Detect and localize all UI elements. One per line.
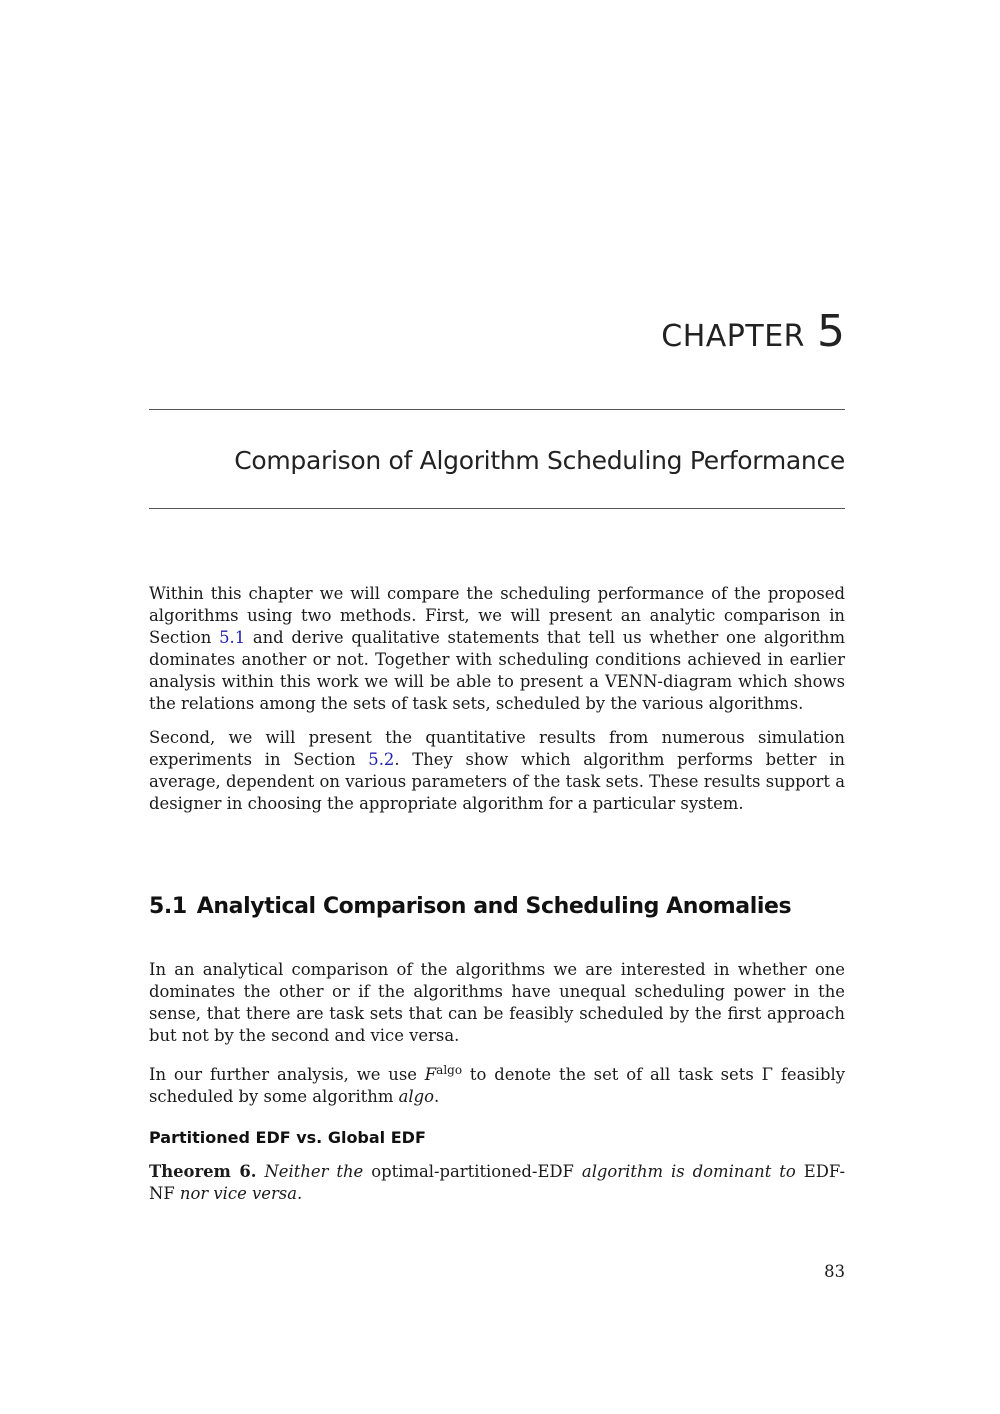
chapter-heading — [661, 306, 845, 357]
intro-paragraph-1 — [149, 583, 845, 715]
math-algo-italic: algo — [398, 1087, 434, 1106]
section-paragraph-1: In an analytical comparison of the algorithms we are interested in whether one dominates the other or if the algorithms have unequal scheduling power in the sense, that there are task sets that can be feasibly scheduled by the first approach but not by the second and vice versa. — [149, 960, 845, 1045]
chapter-rule-top — [149, 409, 845, 410]
chapter-intro — [149, 583, 845, 815]
section-p2-text-c: . — [433, 1087, 440, 1106]
intro-p1-text-b: and derive qualitative statements that tell us whether one algorithm dominates another or not. Together with scheduling conditions achieved in earlier analysis within this work we will be able to present a VENN-diagram which shows the relations among the sets of task sets, scheduled by the various algorithms. — [149, 628, 846, 713]
math-symbol-f: F — [424, 1065, 437, 1084]
theorem-text-5: nor vice versa. — [174, 1184, 303, 1203]
section-heading — [149, 894, 791, 919]
chapter-title: Comparison of Algorithm Scheduling Performance — [234, 446, 845, 475]
intro-p2-text-b: . They show which algorithm performs better in average, dependent on various parameters of the task sets. These results support a designer in choosing the appropriate algorithm for a particular system. — [149, 750, 845, 813]
section-title: Analytical Comparison and Scheduling Anomalies — [196, 894, 792, 919]
section-ref-5-2-link[interactable]: 5.2 — [368, 750, 395, 769]
chapter-number: 5 — [817, 306, 845, 357]
theorem-label: Theorem 6. — [149, 1162, 257, 1181]
intro-p1-text-a: Within this chapter we will compare the scheduling performance of the proposed algorithms using two methods. First, we will present an analytic comparison in Section — [149, 584, 845, 647]
math-superscript-algo: algo — [436, 1063, 463, 1077]
section-number: 5.1 — [149, 894, 187, 919]
intro-paragraph-2 — [149, 727, 845, 815]
theorem-text-3: algorithm is dominant to — [573, 1162, 804, 1181]
theorem-6 — [149, 1161, 845, 1205]
section-p2-text-a: In our further analysis, we use — [149, 1065, 425, 1084]
subsection-heading: Partitioned EDF vs. Global EDF — [149, 1128, 426, 1147]
section-body — [149, 959, 845, 1108]
theorem-text-1: Neither the — [256, 1162, 372, 1181]
chapter-rule-bottom — [149, 508, 845, 509]
intro-p2-text-a: Second, we will present the quantitative results from numerous simulation experiments in Section — [149, 728, 845, 769]
page-number: 83 — [824, 1262, 845, 1281]
chapter-label: CHAPTER — [661, 319, 805, 354]
section-paragraph-2 — [149, 1059, 845, 1108]
page — [149, 0, 845, 1414]
theorem-text-4: EDF-NF — [149, 1162, 846, 1203]
theorem-text-2: optimal-partitioned-EDF — [371, 1162, 574, 1181]
section-p2-text-b: to denote the set of all task sets Γ feasibly scheduled by some algorithm — [149, 1065, 846, 1106]
section-ref-5-1-link[interactable]: 5.1 — [219, 628, 246, 647]
